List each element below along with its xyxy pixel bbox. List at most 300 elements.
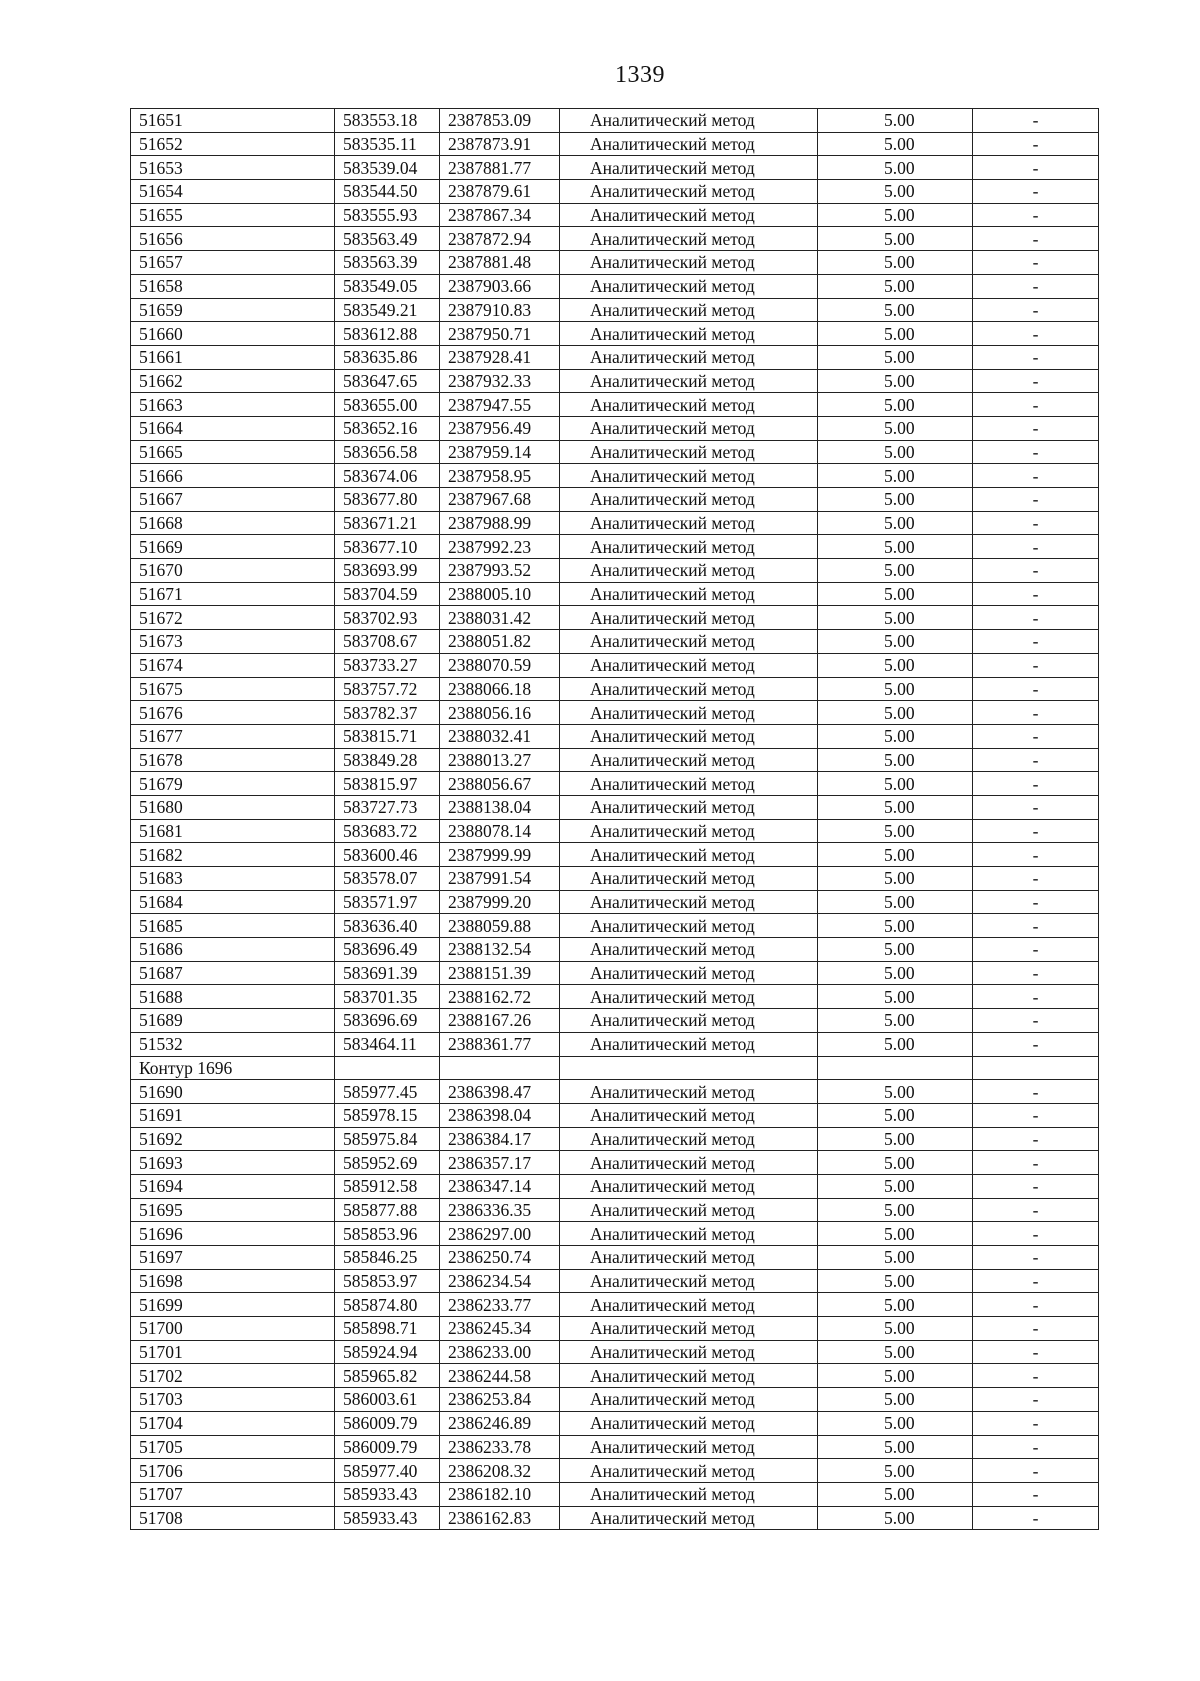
note-cell: - bbox=[973, 890, 1099, 914]
point-id-cell: 51676 bbox=[131, 701, 335, 725]
y-coordinate-cell: 2387867.34 bbox=[440, 203, 560, 227]
method-cell: Аналитический метод bbox=[560, 1435, 818, 1459]
accuracy-cell: 5.00 bbox=[818, 914, 973, 938]
coordinates-table-body bbox=[131, 109, 1099, 1530]
table-row bbox=[131, 180, 1099, 204]
accuracy-cell: 5.00 bbox=[818, 156, 973, 180]
table-row bbox=[131, 1198, 1099, 1222]
accuracy-cell: 5.00 bbox=[818, 440, 973, 464]
note-cell: - bbox=[973, 1032, 1099, 1056]
note-cell: - bbox=[973, 582, 1099, 606]
point-id-cell: 51684 bbox=[131, 890, 335, 914]
accuracy-cell: 5.00 bbox=[818, 1032, 973, 1056]
note-cell: - bbox=[973, 1174, 1099, 1198]
accuracy-cell: 5.00 bbox=[818, 961, 973, 985]
accuracy-cell: 5.00 bbox=[818, 1435, 973, 1459]
table-row bbox=[131, 677, 1099, 701]
x-coordinate-cell: 583701.35 bbox=[335, 985, 440, 1009]
method-cell: Аналитический метод bbox=[560, 298, 818, 322]
table-row bbox=[131, 132, 1099, 156]
x-coordinate-cell: 583696.69 bbox=[335, 1009, 440, 1033]
note-cell: - bbox=[973, 251, 1099, 275]
note-cell: - bbox=[973, 653, 1099, 677]
point-id-cell: 51699 bbox=[131, 1293, 335, 1317]
table-row bbox=[131, 109, 1099, 133]
point-id-cell: 51655 bbox=[131, 203, 335, 227]
note-cell: - bbox=[973, 464, 1099, 488]
contour-label: Контур 1696 bbox=[131, 1056, 335, 1080]
note-cell: - bbox=[973, 440, 1099, 464]
method-cell: Аналитический метод bbox=[560, 1222, 818, 1246]
accuracy-cell: 5.00 bbox=[818, 511, 973, 535]
accuracy-cell: 5.00 bbox=[818, 559, 973, 583]
note-cell: - bbox=[973, 488, 1099, 512]
point-id-cell: 51663 bbox=[131, 393, 335, 417]
accuracy-cell: 5.00 bbox=[818, 677, 973, 701]
y-coordinate-cell: 2388078.14 bbox=[440, 819, 560, 843]
point-id-cell: 51697 bbox=[131, 1246, 335, 1270]
point-id-cell: 51695 bbox=[131, 1198, 335, 1222]
accuracy-cell: 5.00 bbox=[818, 772, 973, 796]
accuracy-cell: 5.00 bbox=[818, 1246, 973, 1270]
point-id-cell: 51700 bbox=[131, 1317, 335, 1341]
y-coordinate-cell: 2387873.91 bbox=[440, 132, 560, 156]
x-coordinate-cell: 583549.05 bbox=[335, 274, 440, 298]
table-row bbox=[131, 724, 1099, 748]
table-row bbox=[131, 156, 1099, 180]
y-coordinate-cell: 2386398.47 bbox=[440, 1080, 560, 1104]
y-coordinate-cell: 2387950.71 bbox=[440, 322, 560, 346]
y-coordinate-cell: 2388005.10 bbox=[440, 582, 560, 606]
method-cell: Аналитический метод bbox=[560, 677, 818, 701]
point-id-cell: 51708 bbox=[131, 1506, 335, 1530]
x-coordinate-cell: 586003.61 bbox=[335, 1388, 440, 1412]
note-cell: - bbox=[973, 1151, 1099, 1175]
y-coordinate-cell: 2386208.32 bbox=[440, 1459, 560, 1483]
x-coordinate-cell: 583708.67 bbox=[335, 630, 440, 654]
table-row bbox=[131, 1317, 1099, 1341]
accuracy-cell: 5.00 bbox=[818, 819, 973, 843]
table-row bbox=[131, 393, 1099, 417]
x-coordinate-cell: 586009.79 bbox=[335, 1435, 440, 1459]
page-number: 1339 bbox=[615, 62, 665, 88]
accuracy-cell: 5.00 bbox=[818, 251, 973, 275]
method-cell: Аналитический метод bbox=[560, 985, 818, 1009]
point-id-cell: 51651 bbox=[131, 109, 335, 133]
x-coordinate-cell: 585952.69 bbox=[335, 1151, 440, 1175]
method-cell: Аналитический метод bbox=[560, 772, 818, 796]
note-cell: - bbox=[973, 748, 1099, 772]
table-row bbox=[131, 1435, 1099, 1459]
point-id-cell: 51672 bbox=[131, 606, 335, 630]
note-cell: - bbox=[973, 985, 1099, 1009]
x-coordinate-cell: 583578.07 bbox=[335, 867, 440, 891]
y-coordinate-cell: 2388361.77 bbox=[440, 1032, 560, 1056]
y-coordinate-cell: 2388167.26 bbox=[440, 1009, 560, 1033]
method-cell: Аналитический метод bbox=[560, 440, 818, 464]
accuracy-cell: 5.00 bbox=[818, 701, 973, 725]
method-cell: Аналитический метод bbox=[560, 227, 818, 251]
table-row bbox=[131, 1174, 1099, 1198]
accuracy-cell: 5.00 bbox=[818, 416, 973, 440]
method-cell: Аналитический метод bbox=[560, 1293, 818, 1317]
y-coordinate-cell: 2388151.39 bbox=[440, 961, 560, 985]
table-row bbox=[131, 1293, 1099, 1317]
y-coordinate-cell: 2387958.95 bbox=[440, 464, 560, 488]
point-id-cell: 51678 bbox=[131, 748, 335, 772]
note-cell: - bbox=[973, 1506, 1099, 1530]
point-id-cell: 51703 bbox=[131, 1388, 335, 1412]
table-row bbox=[131, 748, 1099, 772]
table-row bbox=[131, 535, 1099, 559]
note-cell: - bbox=[973, 1317, 1099, 1341]
method-cell: Аналитический метод bbox=[560, 1246, 818, 1270]
y-coordinate-cell: 2388059.88 bbox=[440, 914, 560, 938]
table-row bbox=[131, 795, 1099, 819]
point-id-cell: 51660 bbox=[131, 322, 335, 346]
point-id-cell: 51687 bbox=[131, 961, 335, 985]
y-coordinate-cell: 2388013.27 bbox=[440, 748, 560, 772]
accuracy-cell: 5.00 bbox=[818, 1482, 973, 1506]
x-coordinate-cell: 583571.97 bbox=[335, 890, 440, 914]
x-coordinate-cell: 583563.39 bbox=[335, 251, 440, 275]
table-row bbox=[131, 1506, 1099, 1530]
y-coordinate-cell: 2386245.34 bbox=[440, 1317, 560, 1341]
y-coordinate-cell: 2388056.16 bbox=[440, 701, 560, 725]
method-cell: Аналитический метод bbox=[560, 890, 818, 914]
accuracy-cell: 5.00 bbox=[818, 867, 973, 891]
y-coordinate-cell: 2387967.68 bbox=[440, 488, 560, 512]
table-row bbox=[131, 1127, 1099, 1151]
note-cell: - bbox=[973, 1411, 1099, 1435]
x-coordinate-cell: 583600.46 bbox=[335, 843, 440, 867]
y-coordinate-cell: 2388162.72 bbox=[440, 985, 560, 1009]
note-cell: - bbox=[973, 1127, 1099, 1151]
point-id-cell: 51661 bbox=[131, 345, 335, 369]
y-coordinate-cell: 2387879.61 bbox=[440, 180, 560, 204]
y-coordinate-cell: 2386253.84 bbox=[440, 1388, 560, 1412]
x-coordinate-cell: 585877.88 bbox=[335, 1198, 440, 1222]
point-id-cell: 51532 bbox=[131, 1032, 335, 1056]
note-cell: - bbox=[973, 535, 1099, 559]
method-cell: Аналитический метод bbox=[560, 156, 818, 180]
table-row bbox=[131, 1246, 1099, 1270]
y-coordinate-cell: 2387947.55 bbox=[440, 393, 560, 417]
table-row bbox=[131, 1269, 1099, 1293]
method-cell: Аналитический метод bbox=[560, 180, 818, 204]
accuracy-cell: 5.00 bbox=[818, 890, 973, 914]
empty-cell bbox=[335, 1056, 440, 1080]
point-id-cell: 51674 bbox=[131, 653, 335, 677]
empty-cell bbox=[818, 1056, 973, 1080]
point-id-cell: 51701 bbox=[131, 1340, 335, 1364]
contour-header-row bbox=[131, 1056, 1099, 1080]
y-coordinate-cell: 2386398.04 bbox=[440, 1103, 560, 1127]
y-coordinate-cell: 2387910.83 bbox=[440, 298, 560, 322]
table-row bbox=[131, 961, 1099, 985]
table-row bbox=[131, 938, 1099, 962]
table-row bbox=[131, 653, 1099, 677]
accuracy-cell: 5.00 bbox=[818, 1222, 973, 1246]
point-id-cell: 51677 bbox=[131, 724, 335, 748]
x-coordinate-cell: 583733.27 bbox=[335, 653, 440, 677]
point-id-cell: 51691 bbox=[131, 1103, 335, 1127]
method-cell: Аналитический метод bbox=[560, 274, 818, 298]
accuracy-cell: 5.00 bbox=[818, 488, 973, 512]
accuracy-cell: 5.00 bbox=[818, 109, 973, 133]
point-id-cell: 51671 bbox=[131, 582, 335, 606]
table-row bbox=[131, 1222, 1099, 1246]
note-cell: - bbox=[973, 1009, 1099, 1033]
accuracy-cell: 5.00 bbox=[818, 938, 973, 962]
note-cell: - bbox=[973, 1388, 1099, 1412]
x-coordinate-cell: 583727.73 bbox=[335, 795, 440, 819]
method-cell: Аналитический метод bbox=[560, 416, 818, 440]
y-coordinate-cell: 2386357.17 bbox=[440, 1151, 560, 1175]
x-coordinate-cell: 583612.88 bbox=[335, 322, 440, 346]
table-row bbox=[131, 985, 1099, 1009]
point-id-cell: 51705 bbox=[131, 1435, 335, 1459]
table-row bbox=[131, 843, 1099, 867]
note-cell: - bbox=[973, 1269, 1099, 1293]
y-coordinate-cell: 2386246.89 bbox=[440, 1411, 560, 1435]
accuracy-cell: 5.00 bbox=[818, 535, 973, 559]
method-cell: Аналитический метод bbox=[560, 488, 818, 512]
note-cell: - bbox=[973, 724, 1099, 748]
note-cell: - bbox=[973, 843, 1099, 867]
note-cell: - bbox=[973, 1459, 1099, 1483]
table-row bbox=[131, 819, 1099, 843]
point-id-cell: 51696 bbox=[131, 1222, 335, 1246]
point-id-cell: 51659 bbox=[131, 298, 335, 322]
point-id-cell: 51688 bbox=[131, 985, 335, 1009]
accuracy-cell: 5.00 bbox=[818, 1340, 973, 1364]
accuracy-cell: 5.00 bbox=[818, 1364, 973, 1388]
note-cell: - bbox=[973, 227, 1099, 251]
method-cell: Аналитический метод bbox=[560, 535, 818, 559]
point-id-cell: 51683 bbox=[131, 867, 335, 891]
x-coordinate-cell: 583656.58 bbox=[335, 440, 440, 464]
accuracy-cell: 5.00 bbox=[818, 1293, 973, 1317]
y-coordinate-cell: 2386233.00 bbox=[440, 1340, 560, 1364]
x-coordinate-cell: 585977.40 bbox=[335, 1459, 440, 1483]
x-coordinate-cell: 585874.80 bbox=[335, 1293, 440, 1317]
x-coordinate-cell: 583555.93 bbox=[335, 203, 440, 227]
table-row bbox=[131, 1340, 1099, 1364]
point-id-cell: 51666 bbox=[131, 464, 335, 488]
table-row bbox=[131, 867, 1099, 891]
y-coordinate-cell: 2388032.41 bbox=[440, 724, 560, 748]
x-coordinate-cell: 583636.40 bbox=[335, 914, 440, 938]
accuracy-cell: 5.00 bbox=[818, 724, 973, 748]
note-cell: - bbox=[973, 132, 1099, 156]
x-coordinate-cell: 583563.49 bbox=[335, 227, 440, 251]
y-coordinate-cell: 2387853.09 bbox=[440, 109, 560, 133]
y-coordinate-cell: 2387932.33 bbox=[440, 369, 560, 393]
method-cell: Аналитический метод bbox=[560, 132, 818, 156]
y-coordinate-cell: 2387881.77 bbox=[440, 156, 560, 180]
note-cell: - bbox=[973, 867, 1099, 891]
note-cell: - bbox=[973, 1222, 1099, 1246]
point-id-cell: 51665 bbox=[131, 440, 335, 464]
note-cell: - bbox=[973, 606, 1099, 630]
x-coordinate-cell: 585933.43 bbox=[335, 1506, 440, 1530]
note-cell: - bbox=[973, 109, 1099, 133]
method-cell: Аналитический метод bbox=[560, 748, 818, 772]
x-coordinate-cell: 585975.84 bbox=[335, 1127, 440, 1151]
method-cell: Аналитический метод bbox=[560, 1127, 818, 1151]
y-coordinate-cell: 2386250.74 bbox=[440, 1246, 560, 1270]
y-coordinate-cell: 2386244.58 bbox=[440, 1364, 560, 1388]
method-cell: Аналитический метод bbox=[560, 701, 818, 725]
table-row bbox=[131, 1482, 1099, 1506]
accuracy-cell: 5.00 bbox=[818, 227, 973, 251]
y-coordinate-cell: 2387956.49 bbox=[440, 416, 560, 440]
point-id-cell: 51681 bbox=[131, 819, 335, 843]
point-id-cell: 51653 bbox=[131, 156, 335, 180]
point-id-cell: 51670 bbox=[131, 559, 335, 583]
accuracy-cell: 5.00 bbox=[818, 464, 973, 488]
x-coordinate-cell: 583535.11 bbox=[335, 132, 440, 156]
y-coordinate-cell: 2386182.10 bbox=[440, 1482, 560, 1506]
point-id-cell: 51692 bbox=[131, 1127, 335, 1151]
table-row bbox=[131, 203, 1099, 227]
x-coordinate-cell: 585898.71 bbox=[335, 1317, 440, 1341]
y-coordinate-cell: 2387959.14 bbox=[440, 440, 560, 464]
accuracy-cell: 5.00 bbox=[818, 1009, 973, 1033]
note-cell: - bbox=[973, 180, 1099, 204]
x-coordinate-cell: 585977.45 bbox=[335, 1080, 440, 1104]
point-id-cell: 51669 bbox=[131, 535, 335, 559]
table-row bbox=[131, 1459, 1099, 1483]
method-cell: Аналитический метод bbox=[560, 606, 818, 630]
point-id-cell: 51686 bbox=[131, 938, 335, 962]
method-cell: Аналитический метод bbox=[560, 345, 818, 369]
accuracy-cell: 5.00 bbox=[818, 274, 973, 298]
y-coordinate-cell: 2387992.23 bbox=[440, 535, 560, 559]
y-coordinate-cell: 2386384.17 bbox=[440, 1127, 560, 1151]
x-coordinate-cell: 583815.97 bbox=[335, 772, 440, 796]
y-coordinate-cell: 2387881.48 bbox=[440, 251, 560, 275]
table-row bbox=[131, 416, 1099, 440]
point-id-cell: 51675 bbox=[131, 677, 335, 701]
note-cell: - bbox=[973, 1340, 1099, 1364]
accuracy-cell: 5.00 bbox=[818, 1317, 973, 1341]
y-coordinate-cell: 2387903.66 bbox=[440, 274, 560, 298]
x-coordinate-cell: 583691.39 bbox=[335, 961, 440, 985]
y-coordinate-cell: 2386233.78 bbox=[440, 1435, 560, 1459]
table-row bbox=[131, 298, 1099, 322]
y-coordinate-cell: 2388138.04 bbox=[440, 795, 560, 819]
method-cell: Аналитический метод bbox=[560, 843, 818, 867]
method-cell: Аналитический метод bbox=[560, 1340, 818, 1364]
table-row bbox=[131, 511, 1099, 535]
note-cell: - bbox=[973, 914, 1099, 938]
x-coordinate-cell: 583464.11 bbox=[335, 1032, 440, 1056]
empty-cell bbox=[560, 1056, 818, 1080]
note-cell: - bbox=[973, 1080, 1099, 1104]
method-cell: Аналитический метод bbox=[560, 369, 818, 393]
x-coordinate-cell: 586009.79 bbox=[335, 1411, 440, 1435]
method-cell: Аналитический метод bbox=[560, 653, 818, 677]
point-id-cell: 51706 bbox=[131, 1459, 335, 1483]
note-cell: - bbox=[973, 961, 1099, 985]
accuracy-cell: 5.00 bbox=[818, 180, 973, 204]
method-cell: Аналитический метод bbox=[560, 1364, 818, 1388]
coordinates-table bbox=[130, 108, 1099, 1530]
method-cell: Аналитический метод bbox=[560, 1269, 818, 1293]
accuracy-cell: 5.00 bbox=[818, 1080, 973, 1104]
y-coordinate-cell: 2387991.54 bbox=[440, 867, 560, 891]
x-coordinate-cell: 583782.37 bbox=[335, 701, 440, 725]
point-id-cell: 51662 bbox=[131, 369, 335, 393]
method-cell: Аналитический метод bbox=[560, 322, 818, 346]
accuracy-cell: 5.00 bbox=[818, 985, 973, 1009]
method-cell: Аналитический метод bbox=[560, 109, 818, 133]
note-cell: - bbox=[973, 677, 1099, 701]
accuracy-cell: 5.00 bbox=[818, 582, 973, 606]
y-coordinate-cell: 2386233.77 bbox=[440, 1293, 560, 1317]
note-cell: - bbox=[973, 1435, 1099, 1459]
accuracy-cell: 5.00 bbox=[818, 1459, 973, 1483]
x-coordinate-cell: 585853.97 bbox=[335, 1269, 440, 1293]
x-coordinate-cell: 583757.72 bbox=[335, 677, 440, 701]
y-coordinate-cell: 2388070.59 bbox=[440, 653, 560, 677]
x-coordinate-cell: 583693.99 bbox=[335, 559, 440, 583]
method-cell: Аналитический метод bbox=[560, 938, 818, 962]
x-coordinate-cell: 583553.18 bbox=[335, 109, 440, 133]
method-cell: Аналитический метод bbox=[560, 582, 818, 606]
point-id-cell: 51654 bbox=[131, 180, 335, 204]
point-id-cell: 51702 bbox=[131, 1364, 335, 1388]
x-coordinate-cell: 585978.15 bbox=[335, 1103, 440, 1127]
note-cell: - bbox=[973, 345, 1099, 369]
x-coordinate-cell: 585965.82 bbox=[335, 1364, 440, 1388]
method-cell: Аналитический метод bbox=[560, 251, 818, 275]
note-cell: - bbox=[973, 1103, 1099, 1127]
table-row bbox=[131, 227, 1099, 251]
method-cell: Аналитический метод bbox=[560, 1317, 818, 1341]
table-row bbox=[131, 1388, 1099, 1412]
accuracy-cell: 5.00 bbox=[818, 1103, 973, 1127]
point-id-cell: 51704 bbox=[131, 1411, 335, 1435]
table-row bbox=[131, 464, 1099, 488]
note-cell: - bbox=[973, 1198, 1099, 1222]
empty-cell bbox=[973, 1056, 1099, 1080]
accuracy-cell: 5.00 bbox=[818, 1506, 973, 1530]
y-coordinate-cell: 2387988.99 bbox=[440, 511, 560, 535]
note-cell: - bbox=[973, 369, 1099, 393]
y-coordinate-cell: 2387928.41 bbox=[440, 345, 560, 369]
method-cell: Аналитический метод bbox=[560, 819, 818, 843]
note-cell: - bbox=[973, 322, 1099, 346]
x-coordinate-cell: 583652.16 bbox=[335, 416, 440, 440]
method-cell: Аналитический метод bbox=[560, 1506, 818, 1530]
note-cell: - bbox=[973, 1482, 1099, 1506]
note-cell: - bbox=[973, 298, 1099, 322]
x-coordinate-cell: 585912.58 bbox=[335, 1174, 440, 1198]
accuracy-cell: 5.00 bbox=[818, 1411, 973, 1435]
table-row bbox=[131, 369, 1099, 393]
x-coordinate-cell: 583674.06 bbox=[335, 464, 440, 488]
table-row bbox=[131, 488, 1099, 512]
table-row bbox=[131, 630, 1099, 654]
table-row bbox=[131, 1103, 1099, 1127]
accuracy-cell: 5.00 bbox=[818, 369, 973, 393]
note-cell: - bbox=[973, 630, 1099, 654]
note-cell: - bbox=[973, 819, 1099, 843]
y-coordinate-cell: 2386234.54 bbox=[440, 1269, 560, 1293]
